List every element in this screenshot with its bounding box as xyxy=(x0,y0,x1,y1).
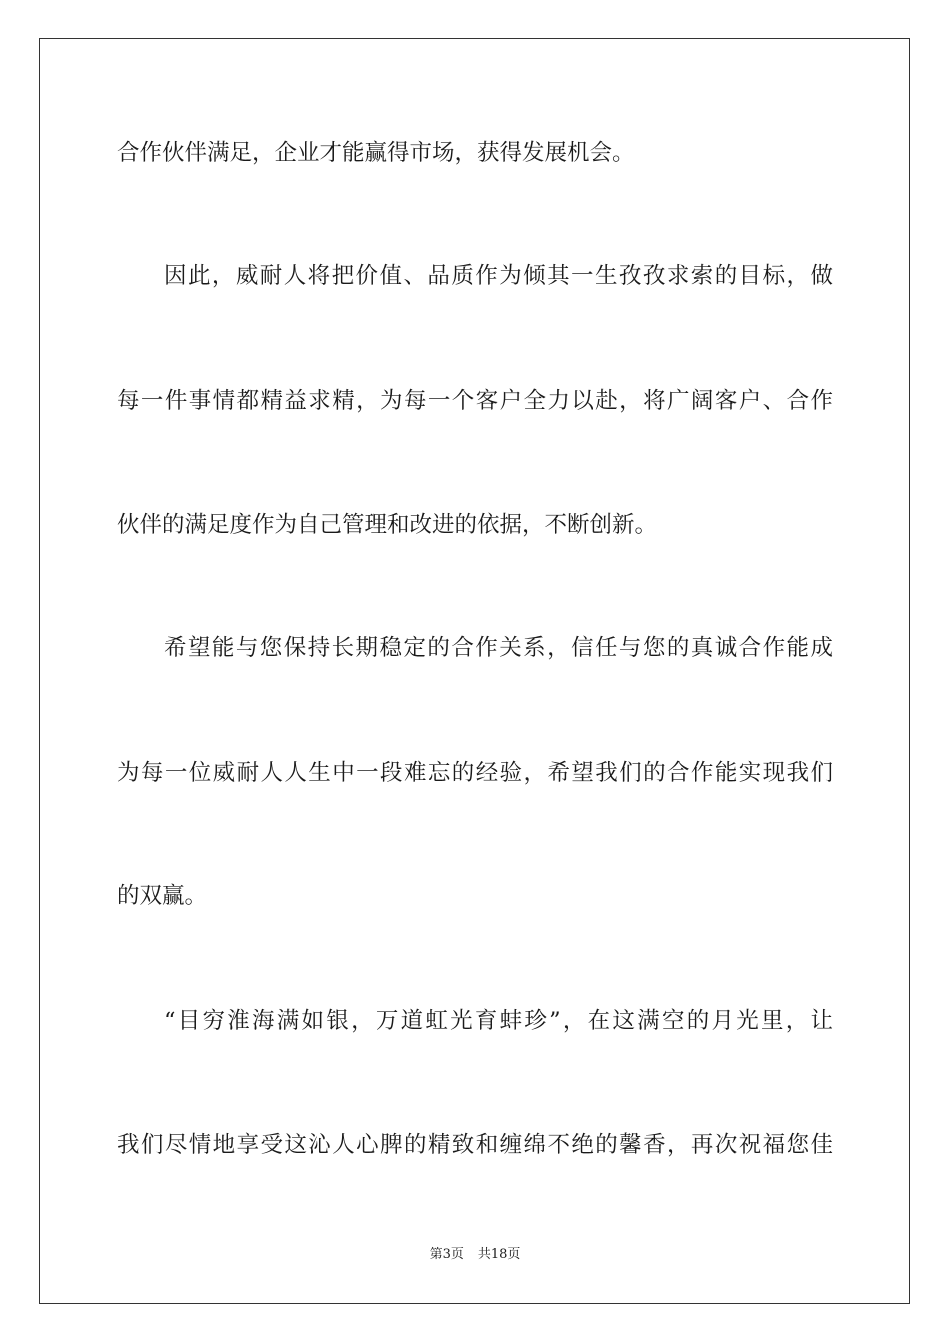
text-line: 每一件事情都精益求精，为每一个客户全力以赴，将广阔客户、合作 xyxy=(117,388,833,414)
page-number: 第3页 xyxy=(429,1247,464,1262)
text-line: 为每一位威耐人人生中一段难忘的经验，希望我们的合作能实现我们 xyxy=(117,760,833,786)
page-total: 共18页 xyxy=(477,1247,521,1262)
text-line: 合作伙伴满足，企业才能赢得市场，获得发展机会。 xyxy=(117,140,635,166)
text-line: 我们尽情地享受这沁人心脾的精致和缠绵不绝的馨香，再次祝福您佳 xyxy=(117,1132,833,1158)
text-line: 因此，威耐人将把价值、品质作为倾其一生孜孜求索的目标，做 xyxy=(164,263,833,289)
page-frame xyxy=(39,38,910,1304)
page-footer xyxy=(0,1246,950,1264)
text-line: 希望能与您保持长期稳定的合作关系，信任与您的真诚合作能成 xyxy=(164,635,833,661)
text-line: 伙伴的满足度作为自己管理和改进的依据，不断创新。 xyxy=(117,512,658,538)
text-line: 的双赢。 xyxy=(117,883,208,909)
text-line: “目穷淮海满如银，万道虹光育蚌珍”，在这满空的月光里，让 xyxy=(164,1008,833,1034)
